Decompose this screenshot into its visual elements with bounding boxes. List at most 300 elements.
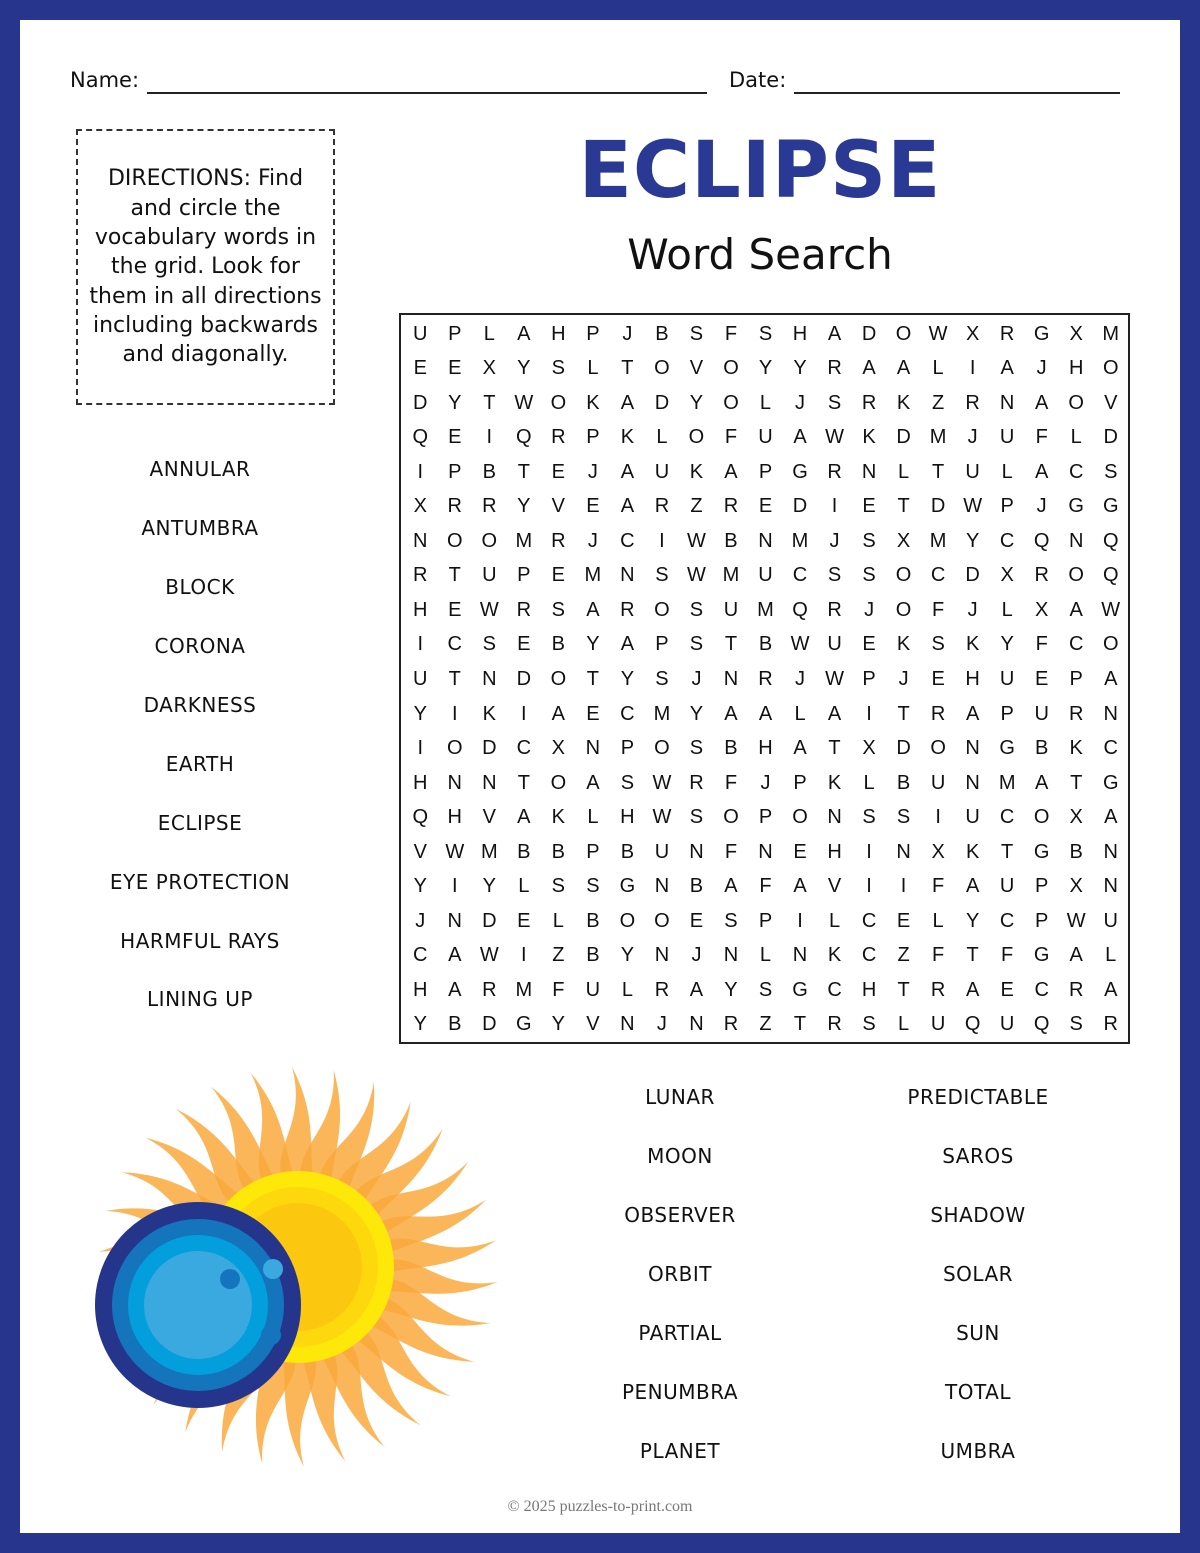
grid-cell[interactable]: P	[655, 633, 669, 656]
grid-cell[interactable]: K	[827, 944, 842, 967]
grid-cell[interactable]: N	[620, 564, 635, 587]
grid-cell[interactable]: R	[413, 564, 428, 587]
grid-cell[interactable]: E	[758, 495, 773, 518]
grid-cell[interactable]: U	[758, 564, 773, 587]
grid-cell[interactable]: J	[691, 944, 702, 967]
grid-cell[interactable]: C	[1103, 737, 1118, 760]
grid-cell[interactable]: O	[723, 391, 739, 414]
grid-cell[interactable]: C	[792, 564, 808, 587]
grid-cell[interactable]: I	[935, 806, 941, 829]
grid-cell[interactable]: S	[862, 529, 876, 552]
grid-cell[interactable]: B	[689, 875, 704, 898]
grid-cell[interactable]: N	[758, 529, 773, 552]
grid-cell[interactable]: C	[447, 633, 462, 656]
grid-cell[interactable]: D	[654, 391, 670, 414]
grid-cell[interactable]: D	[482, 909, 497, 932]
grid-cell[interactable]: M	[722, 564, 740, 587]
grid-cell[interactable]: P	[517, 564, 531, 587]
grid-cell[interactable]: E	[586, 702, 600, 725]
grid-cell[interactable]: C	[999, 529, 1015, 552]
grid-cell[interactable]: T	[483, 391, 496, 414]
grid-cell[interactable]: R	[654, 495, 670, 518]
grid-cell[interactable]: Q	[516, 426, 532, 449]
grid-cell[interactable]: B	[896, 771, 911, 794]
grid-cell[interactable]: A	[1035, 391, 1049, 414]
grid-cell[interactable]: L	[794, 702, 806, 725]
grid-cell[interactable]: I	[866, 702, 872, 725]
grid-cell[interactable]: B	[586, 944, 600, 967]
grid-cell[interactable]: W	[514, 391, 534, 414]
grid-cell[interactable]: P	[758, 806, 773, 829]
grid-cell[interactable]: C	[1068, 460, 1084, 483]
grid-cell[interactable]: H	[447, 806, 462, 829]
grid-cell[interactable]: A	[724, 702, 738, 725]
grid-cell[interactable]: R	[1068, 978, 1084, 1001]
grid-cell[interactable]: R	[930, 702, 946, 725]
grid-cell[interactable]: D	[896, 737, 911, 760]
grid-cell[interactable]: E	[517, 909, 531, 932]
grid-cell[interactable]: T	[966, 944, 979, 967]
grid-cell[interactable]: S	[551, 357, 566, 380]
grid-cell[interactable]: R	[723, 495, 739, 518]
grid-cell[interactable]: T	[1070, 771, 1083, 794]
grid-cell[interactable]: O	[447, 737, 463, 760]
grid-cell[interactable]: E	[448, 426, 462, 449]
grid-cell[interactable]: A	[1069, 598, 1083, 621]
grid-cell[interactable]: X	[1069, 322, 1083, 345]
grid-cell[interactable]: N	[965, 737, 980, 760]
grid-cell[interactable]: D	[516, 667, 532, 690]
grid-cell[interactable]: L	[898, 460, 910, 483]
grid-cell[interactable]: O	[481, 529, 498, 552]
grid-cell[interactable]: A	[827, 702, 842, 725]
grid-cell[interactable]: D	[413, 391, 428, 414]
grid-cell[interactable]: F	[724, 426, 738, 449]
grid-cell[interactable]: G	[619, 875, 636, 898]
grid-cell[interactable]: O	[654, 357, 670, 380]
grid-cell[interactable]: Y	[448, 391, 462, 414]
grid-cell[interactable]: S	[758, 978, 773, 1001]
grid-cell[interactable]: O	[792, 806, 808, 829]
grid-cell[interactable]: Y	[758, 357, 773, 380]
name-field[interactable]	[147, 92, 707, 94]
grid-cell[interactable]: L	[587, 357, 599, 380]
grid-cell[interactable]: S	[1104, 460, 1118, 483]
grid-cell[interactable]: M	[515, 529, 533, 552]
grid-cell[interactable]: B	[517, 840, 531, 863]
grid-cell[interactable]: T	[517, 771, 530, 794]
grid-cell[interactable]: D	[482, 1013, 497, 1036]
grid-cell[interactable]: H	[1068, 357, 1084, 380]
grid-cell[interactable]: A	[586, 598, 600, 621]
grid-cell[interactable]: R	[965, 391, 980, 414]
grid-cell[interactable]: M	[929, 529, 947, 552]
grid-cell[interactable]: R	[482, 495, 497, 518]
grid-cell[interactable]: O	[550, 771, 567, 794]
grid-cell[interactable]: J	[795, 667, 806, 690]
grid-cell[interactable]: A	[517, 322, 531, 345]
grid-cell[interactable]: I	[866, 840, 872, 863]
grid-cell[interactable]: R	[827, 598, 842, 621]
grid-cell[interactable]: T	[621, 357, 634, 380]
grid-cell[interactable]: A	[620, 460, 635, 483]
grid-cell[interactable]: N	[447, 771, 462, 794]
grid-cell[interactable]: T	[897, 978, 910, 1001]
grid-cell[interactable]: H	[965, 667, 980, 690]
grid-cell[interactable]: P	[758, 909, 773, 932]
grid-cell[interactable]: H	[413, 771, 428, 794]
grid-cell[interactable]: K	[965, 633, 980, 656]
grid-cell[interactable]: C	[620, 529, 635, 552]
grid-cell[interactable]: S	[1069, 1013, 1083, 1036]
grid-cell[interactable]: Y	[689, 702, 704, 725]
grid-cell[interactable]: R	[654, 978, 670, 1001]
grid-cell[interactable]: L	[828, 909, 841, 932]
grid-cell[interactable]: Q	[1033, 1013, 1050, 1036]
grid-cell[interactable]: M	[929, 426, 947, 449]
grid-cell[interactable]: L	[1105, 944, 1117, 967]
grid-cell[interactable]: F	[932, 598, 945, 621]
grid-cell[interactable]: K	[896, 391, 911, 414]
grid-cell[interactable]: I	[452, 875, 458, 898]
grid-cell[interactable]: W	[445, 840, 465, 863]
grid-cell[interactable]: V	[827, 875, 842, 898]
grid-cell[interactable]: T	[897, 495, 910, 518]
grid-cell[interactable]: S	[689, 737, 704, 760]
grid-cell[interactable]: R	[723, 1013, 739, 1036]
grid-cell[interactable]: I	[521, 702, 527, 725]
grid-cell[interactable]: B	[1035, 737, 1049, 760]
grid-cell[interactable]: U	[999, 875, 1015, 898]
grid-cell[interactable]: C	[930, 564, 946, 587]
grid-cell[interactable]: K	[896, 633, 911, 656]
grid-cell[interactable]: Y	[620, 667, 635, 690]
grid-cell[interactable]: W	[479, 944, 499, 967]
grid-cell[interactable]: A	[448, 978, 462, 1001]
grid-cell[interactable]: A	[1000, 357, 1014, 380]
grid-cell[interactable]: E	[1000, 978, 1014, 1001]
grid-cell[interactable]: U	[1103, 909, 1118, 932]
grid-cell[interactable]: U	[723, 598, 739, 621]
grid-cell[interactable]: I	[486, 426, 493, 449]
grid-cell[interactable]: K	[586, 391, 600, 414]
grid-cell[interactable]: I	[417, 633, 424, 656]
grid-cell[interactable]: O	[1033, 806, 1050, 829]
grid-cell[interactable]: P	[586, 426, 600, 449]
grid-cell[interactable]: Q	[412, 806, 429, 829]
grid-cell[interactable]: A	[793, 426, 807, 449]
grid-cell[interactable]: P	[758, 460, 773, 483]
grid-cell[interactable]: N	[413, 529, 428, 552]
grid-cell[interactable]: G	[1033, 944, 1050, 967]
grid-cell[interactable]: V	[586, 1013, 600, 1036]
grid-cell[interactable]: Q	[412, 426, 429, 449]
grid-cell[interactable]: S	[896, 806, 911, 829]
grid-cell[interactable]: S	[862, 564, 876, 587]
grid-cell[interactable]: E	[862, 633, 876, 656]
grid-cell[interactable]: O	[895, 322, 912, 345]
grid-cell[interactable]: P	[620, 737, 635, 760]
grid-cell[interactable]: E	[586, 495, 600, 518]
grid-cell[interactable]: A	[1069, 944, 1083, 967]
grid-cell[interactable]: K	[827, 771, 842, 794]
grid-cell[interactable]: E	[793, 840, 807, 863]
grid-cell[interactable]: O	[550, 391, 567, 414]
grid-cell[interactable]: P	[448, 322, 462, 345]
grid-cell[interactable]: O	[723, 806, 739, 829]
grid-cell[interactable]: P	[862, 667, 876, 690]
grid-cell[interactable]: H	[827, 840, 842, 863]
grid-cell[interactable]: X	[1069, 875, 1083, 898]
grid-cell[interactable]: R	[689, 771, 704, 794]
grid-cell[interactable]: O	[447, 529, 463, 552]
grid-cell[interactable]: B	[1069, 840, 1083, 863]
grid-cell[interactable]: C	[827, 978, 842, 1001]
grid-cell[interactable]: A	[1104, 667, 1118, 690]
grid-cell[interactable]: L	[759, 391, 772, 414]
grid-cell[interactable]: L	[1070, 426, 1082, 449]
grid-cell[interactable]: N	[827, 806, 842, 829]
grid-cell[interactable]: K	[689, 460, 704, 483]
grid-cell[interactable]: L	[759, 944, 772, 967]
grid-cell[interactable]: M	[1102, 322, 1120, 345]
grid-cell[interactable]: C	[861, 944, 877, 967]
grid-cell[interactable]: B	[724, 529, 738, 552]
grid-cell[interactable]: N	[723, 944, 739, 967]
grid-cell[interactable]: R	[758, 667, 773, 690]
grid-cell[interactable]: H	[792, 322, 808, 345]
grid-cell[interactable]: P	[793, 771, 807, 794]
grid-cell[interactable]: G	[1068, 495, 1084, 518]
grid-cell[interactable]: D	[930, 495, 946, 518]
grid-cell[interactable]: C	[999, 909, 1015, 932]
grid-cell[interactable]: C	[1068, 633, 1084, 656]
grid-cell[interactable]: X	[965, 322, 980, 345]
grid-cell[interactable]: F	[724, 322, 738, 345]
grid-cell[interactable]: U	[999, 426, 1015, 449]
grid-cell[interactable]: X	[1069, 806, 1083, 829]
grid-cell[interactable]: U	[930, 771, 946, 794]
grid-cell[interactable]: U	[413, 322, 428, 345]
grid-cell[interactable]: S	[827, 564, 842, 587]
grid-cell[interactable]: T	[724, 633, 738, 656]
grid-cell[interactable]: S	[551, 875, 566, 898]
grid-cell[interactable]: F	[932, 875, 945, 898]
grid-cell[interactable]: N	[758, 840, 773, 863]
grid-cell[interactable]: M	[757, 598, 774, 621]
grid-cell[interactable]: E	[448, 357, 462, 380]
grid-cell[interactable]: O	[1102, 357, 1119, 380]
grid-cell[interactable]: N	[689, 840, 704, 863]
grid-cell[interactable]: Y	[620, 944, 635, 967]
grid-cell[interactable]: O	[688, 426, 705, 449]
grid-cell[interactable]: R	[551, 529, 566, 552]
grid-cell[interactable]: R	[930, 978, 946, 1001]
grid-cell[interactable]: Y	[793, 357, 807, 380]
grid-cell[interactable]: W	[652, 771, 672, 794]
grid-cell[interactable]: P	[586, 322, 600, 345]
grid-cell[interactable]: P	[586, 840, 600, 863]
grid-cell[interactable]: C	[516, 737, 532, 760]
grid-cell[interactable]: A	[517, 806, 531, 829]
grid-cell[interactable]: U	[999, 1013, 1015, 1036]
grid-cell[interactable]: F	[1001, 944, 1014, 967]
grid-cell[interactable]: F	[759, 875, 772, 898]
grid-cell[interactable]: A	[724, 460, 738, 483]
grid-cell[interactable]: K	[482, 702, 496, 725]
grid-cell[interactable]: A	[620, 633, 635, 656]
grid-cell[interactable]: A	[1035, 460, 1049, 483]
grid-cell[interactable]: Y	[724, 978, 738, 1001]
grid-cell[interactable]: U	[482, 564, 497, 587]
grid-cell[interactable]: F	[1035, 426, 1048, 449]
grid-cell[interactable]: F	[552, 978, 565, 1001]
grid-cell[interactable]: Y	[689, 391, 704, 414]
grid-cell[interactable]: X	[862, 737, 876, 760]
grid-cell[interactable]: T	[793, 1013, 807, 1036]
grid-cell[interactable]: L	[518, 875, 530, 898]
grid-cell[interactable]: Y	[413, 702, 427, 725]
grid-cell[interactable]: V	[1104, 391, 1118, 414]
grid-cell[interactable]: W	[790, 633, 810, 656]
grid-cell[interactable]: S	[931, 633, 945, 656]
grid-cell[interactable]: R	[861, 391, 877, 414]
grid-cell[interactable]: E	[551, 460, 566, 483]
grid-cell[interactable]: K	[862, 426, 876, 449]
grid-cell[interactable]: L	[483, 322, 495, 345]
grid-cell[interactable]: I	[659, 529, 665, 552]
grid-cell[interactable]: G	[999, 737, 1015, 760]
grid-cell[interactable]: U	[999, 667, 1015, 690]
grid-cell[interactable]: O	[930, 737, 946, 760]
grid-cell[interactable]: A	[586, 771, 600, 794]
grid-cell[interactable]: D	[792, 495, 808, 518]
grid-cell[interactable]: R	[1103, 1013, 1118, 1036]
grid-cell[interactable]: B	[724, 737, 738, 760]
grid-cell[interactable]: W	[1066, 909, 1086, 932]
grid-cell[interactable]: L	[863, 771, 875, 794]
grid-cell[interactable]: T	[517, 460, 530, 483]
grid-cell[interactable]: U	[585, 978, 601, 1001]
grid-cell[interactable]: Z	[690, 495, 703, 518]
grid-cell[interactable]: W	[963, 495, 983, 518]
grid-cell[interactable]: A	[689, 978, 704, 1001]
grid-cell[interactable]: I	[831, 495, 838, 518]
grid-cell[interactable]: A	[724, 875, 738, 898]
grid-cell[interactable]: J	[864, 598, 875, 621]
grid-cell[interactable]: W	[687, 529, 706, 552]
grid-cell[interactable]: L	[1001, 598, 1013, 621]
grid-cell[interactable]: H	[413, 978, 428, 1001]
grid-cell[interactable]: A	[827, 322, 842, 345]
grid-cell[interactable]: N	[1068, 529, 1084, 552]
grid-cell[interactable]: U	[965, 460, 980, 483]
grid-cell[interactable]: N	[1103, 875, 1118, 898]
grid-cell[interactable]: I	[521, 944, 527, 967]
grid-cell[interactable]: J	[898, 667, 909, 690]
grid-cell[interactable]: X	[1035, 598, 1049, 621]
grid-cell[interactable]: C	[620, 702, 635, 725]
grid-cell[interactable]: J	[967, 426, 978, 449]
grid-cell[interactable]: T	[448, 564, 461, 587]
grid-cell[interactable]: I	[417, 460, 424, 483]
grid-cell[interactable]: R	[999, 322, 1015, 345]
grid-cell[interactable]: D	[896, 426, 911, 449]
grid-cell[interactable]: U	[965, 806, 980, 829]
grid-cell[interactable]: W	[479, 598, 499, 621]
grid-cell[interactable]: S	[482, 633, 496, 656]
grid-cell[interactable]: Q	[1102, 564, 1119, 587]
grid-cell[interactable]: A	[448, 944, 462, 967]
grid-cell[interactable]: X	[931, 840, 945, 863]
grid-cell[interactable]: E	[896, 909, 911, 932]
grid-cell[interactable]: C	[999, 806, 1015, 829]
grid-cell[interactable]: U	[930, 1013, 946, 1036]
grid-cell[interactable]: J	[967, 598, 978, 621]
grid-cell[interactable]: R	[1068, 702, 1084, 725]
grid-cell[interactable]: I	[866, 875, 872, 898]
grid-cell[interactable]: V	[551, 495, 566, 518]
grid-cell[interactable]: X	[413, 495, 427, 518]
grid-cell[interactable]: W	[652, 806, 672, 829]
grid-cell[interactable]: Q	[1033, 529, 1050, 552]
grid-cell[interactable]: V	[689, 357, 704, 380]
grid-cell[interactable]: X	[551, 737, 566, 760]
grid-cell[interactable]: S	[758, 322, 773, 345]
grid-cell[interactable]: L	[932, 909, 944, 932]
grid-cell[interactable]: A	[551, 702, 566, 725]
grid-cell[interactable]: T	[828, 737, 841, 760]
grid-cell[interactable]: K	[965, 840, 980, 863]
grid-cell[interactable]: Y	[965, 529, 980, 552]
grid-cell[interactable]: S	[689, 322, 704, 345]
grid-cell[interactable]: Y	[413, 1013, 427, 1036]
grid-cell[interactable]: B	[551, 633, 566, 656]
grid-cell[interactable]: G	[1033, 840, 1050, 863]
grid-cell[interactable]: E	[551, 564, 566, 587]
grid-cell[interactable]: M	[653, 702, 671, 725]
grid-cell[interactable]: J	[795, 391, 806, 414]
grid-cell[interactable]: M	[998, 771, 1016, 794]
grid-cell[interactable]: R	[1034, 564, 1049, 587]
grid-cell[interactable]: E	[931, 667, 945, 690]
grid-cell[interactable]: Y	[482, 875, 496, 898]
grid-cell[interactable]: O	[654, 909, 670, 932]
grid-cell[interactable]: O	[1068, 391, 1084, 414]
grid-cell[interactable]: J	[656, 1013, 667, 1036]
grid-cell[interactable]: N	[896, 840, 911, 863]
grid-cell[interactable]: T	[932, 460, 945, 483]
grid-cell[interactable]: N	[965, 771, 980, 794]
grid-cell[interactable]: Y	[586, 633, 600, 656]
grid-cell[interactable]: K	[1069, 737, 1083, 760]
grid-cell[interactable]: Q	[964, 1013, 981, 1036]
grid-cell[interactable]: O	[895, 598, 912, 621]
grid-cell[interactable]: J	[415, 909, 426, 932]
grid-cell[interactable]: O	[895, 564, 912, 587]
grid-cell[interactable]: S	[862, 806, 876, 829]
grid-cell[interactable]: A	[896, 357, 911, 380]
grid-cell[interactable]: E	[413, 357, 427, 380]
grid-cell[interactable]: N	[689, 1013, 704, 1036]
grid-cell[interactable]: O	[723, 357, 739, 380]
grid-cell[interactable]: W	[825, 667, 844, 690]
grid-cell[interactable]: I	[797, 909, 803, 932]
grid-cell[interactable]: C	[861, 909, 877, 932]
grid-cell[interactable]: G	[1102, 495, 1119, 518]
grid-cell[interactable]: W	[825, 426, 844, 449]
grid-cell[interactable]: J	[760, 771, 771, 794]
